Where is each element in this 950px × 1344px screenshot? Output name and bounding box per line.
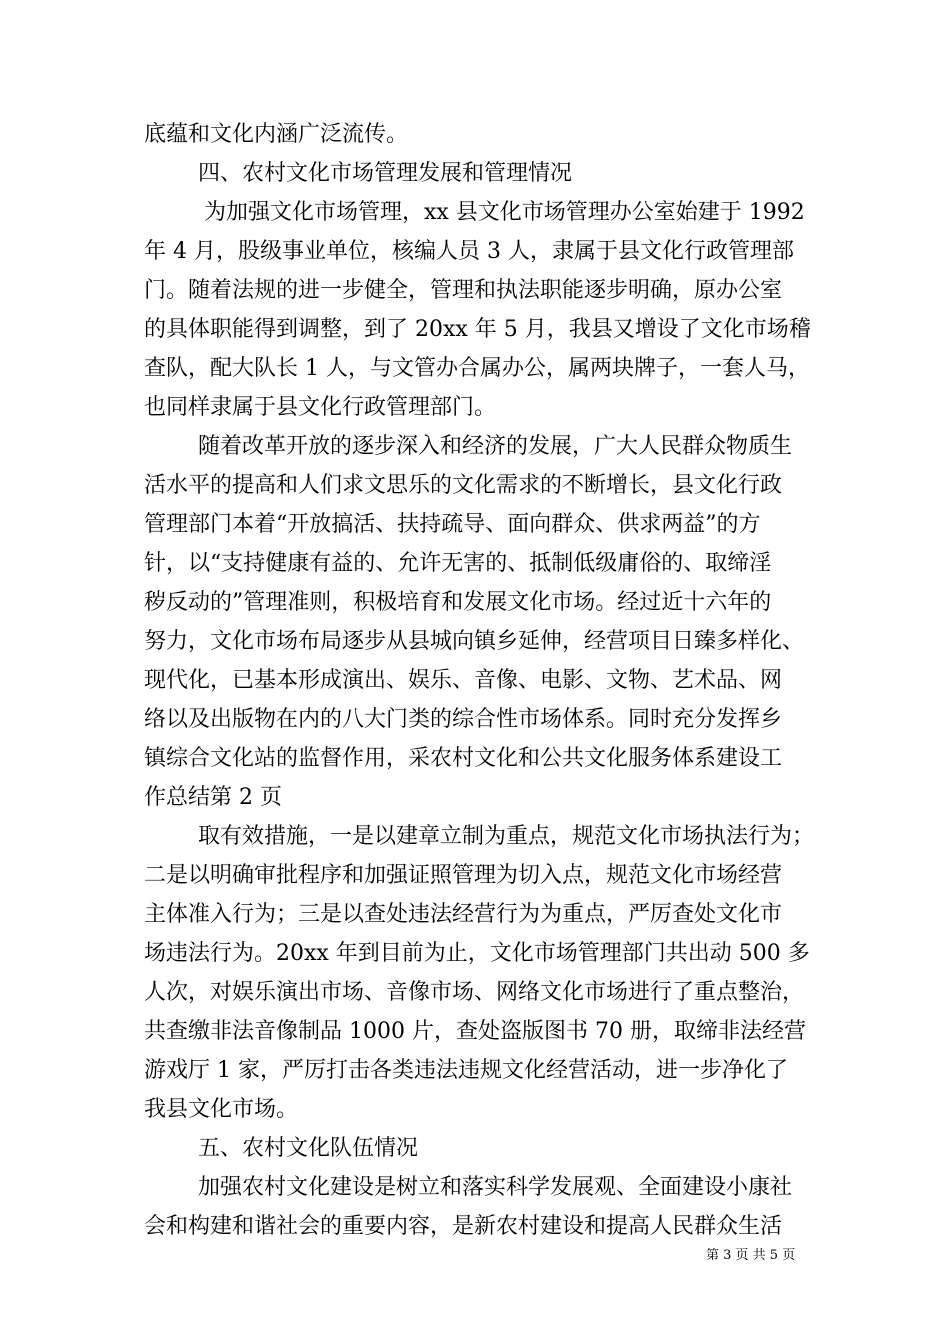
text-line: 针，以“支持健康有益的、允许无害的、抵制低级庸俗的、取缔淫 xyxy=(144,551,772,576)
text-line: 络以及出版物在内的八大门类的综合性市场体系。同时充分发挥乡 xyxy=(144,707,783,732)
text-line: 现代化，已基本形成演出、娱乐、音像、电影、文物、艺术品、网 xyxy=(144,668,783,693)
text-line: 努力，文化市场布局逐步从县城向镇乡延伸，经营项目日臻多样化、 xyxy=(144,629,805,654)
text-line: 游戏厅 1 家，严厉打击各类违法违规文化经营活动，进一步净化了 xyxy=(144,1058,788,1083)
paragraph-first-line: 取有效措施，一是以建章立制为重点，规范文化市场执法行为； xyxy=(198,824,815,849)
text-line: 的具体职能得到调整，到了 20xx 年 5 月，我县又增设了文化市场稽 xyxy=(144,317,811,342)
text-line: 会和构建和谐社会的重要内容，是新农村建设和提高人民群众生活 xyxy=(144,1214,783,1239)
paragraph-first-line: 随着改革开放的逐步深入和经济的发展，广大人民群众物质生 xyxy=(198,434,793,459)
paragraph-first-line: 加强农村文化建设是树立和落实科学发展观、全面建设小康社 xyxy=(198,1175,793,1200)
page-number: 第 3 页 共 5 页 xyxy=(706,1248,796,1263)
text-line: 底蕴和文化内涵广泛流传。 xyxy=(144,122,409,147)
text-line: 管理部门本着“开放搞活、扶持疏导、面向群众、供求两益”的方 xyxy=(144,512,761,537)
text-line: 也同样隶属于县文化行政管理部门。 xyxy=(144,395,497,420)
document-body xyxy=(144,115,828,1246)
text-line: 主体准入行为；三是以查处违法经营行为为重点，严厉查处文化市 xyxy=(144,902,783,927)
section-heading: 五、农村文化队伍情况 xyxy=(198,1136,419,1161)
text-line: 作总结第 2 页 xyxy=(144,785,282,810)
text-line: 年 4 月，股级事业单位，核编人员 3 人，隶属于县文化行政管理部 xyxy=(144,239,794,264)
text-line: 活水平的提高和人们求文思乐的文化需求的不断增长，县文化行政 xyxy=(144,473,783,498)
text-line: 人次，对娱乐演出市场、音像市场、网络文化市场进行了重点整治， xyxy=(144,980,805,1005)
section-heading: 四、农村文化市场管理发展和管理情况 xyxy=(198,161,573,186)
paragraph-first-line: 为加强文化市场管理，xx 县文化市场管理办公室始建于 1992 xyxy=(204,200,805,225)
text-line: 共查缴非法音像制品 1000 片，查处盗版图书 70 册，取缔非法经营 xyxy=(144,1019,806,1044)
text-line: 查队，配大队长 1 人，与文管办合属办公，属两块牌子，一套人马， xyxy=(144,356,810,381)
text-line: 场违法行为。20xx 年到目前为止，文化市场管理部门共出动 500 多 xyxy=(144,941,810,966)
text-line: 二是以明确审批程序和加强证照管理为切入点，规范文化市场经营 xyxy=(144,863,783,888)
text-line: 镇综合文化站的监督作用，采农村文化和公共文化服务体系建设工 xyxy=(144,746,783,771)
text-line: 秽反动的”管理准则，积极培育和发展文化市场。经过近十六年的 xyxy=(144,590,772,615)
text-line: 门。随着法规的进一步健全，管理和执法职能逐步明确，原办公室 xyxy=(144,278,783,303)
text-line: 我县文化市场。 xyxy=(144,1097,299,1122)
